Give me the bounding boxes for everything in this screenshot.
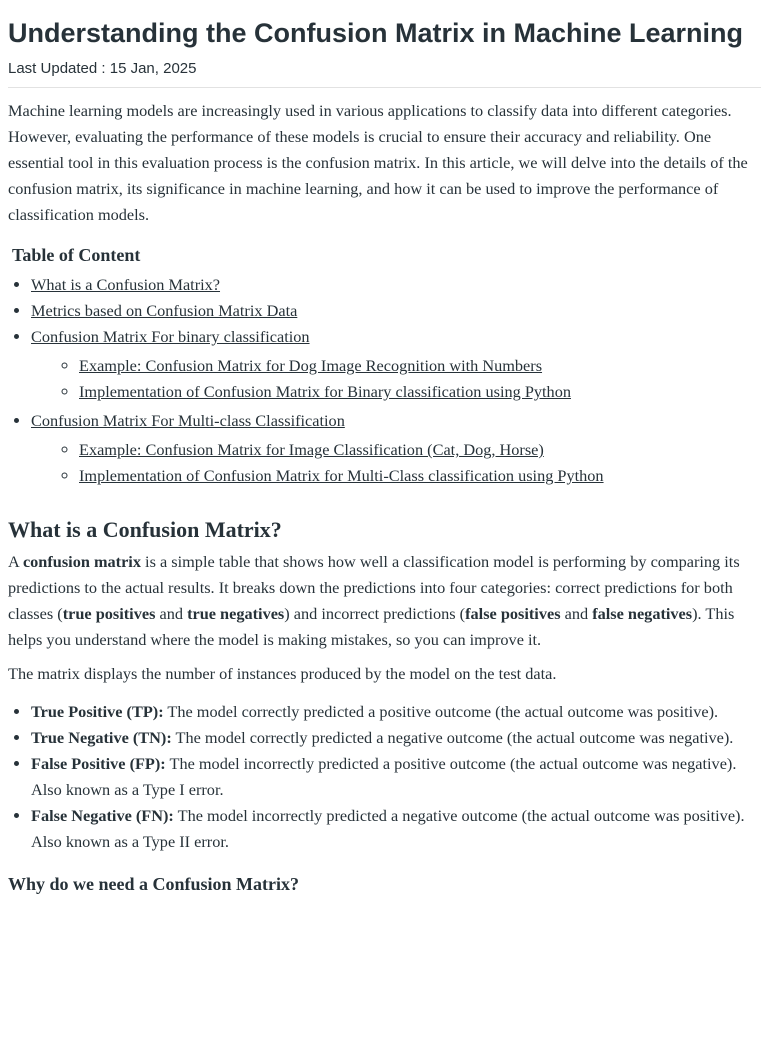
toc-subitem bbox=[79, 353, 761, 379]
toc-link-what-is[interactable]: What is a Confusion Matrix? bbox=[31, 275, 221, 294]
toc-item bbox=[31, 324, 761, 405]
definition-item-fp bbox=[31, 751, 761, 803]
definition-text: The model correctly predicted a positive outcome (the actual outcome was positive). bbox=[163, 702, 719, 721]
text-run: and bbox=[560, 604, 593, 623]
definition-term: False Negative (FN): bbox=[31, 806, 174, 825]
toc-title: Table of Content bbox=[12, 245, 141, 265]
text-run: and bbox=[155, 604, 188, 623]
definition-item-fn bbox=[31, 803, 761, 855]
definition-term: False Positive (FP): bbox=[31, 754, 166, 773]
bold-term: false negatives bbox=[592, 604, 693, 623]
toc-subitem bbox=[79, 463, 761, 489]
text-run: is a simple table that shows how well a classification model is performing by comparing its predictions to the actual results. It breaks down the predictions into four categories: correct predictions for both classes ( bbox=[8, 552, 740, 623]
bold-term: true negatives bbox=[187, 604, 285, 623]
toc-link-cat-dog-horse[interactable]: Example: Confusion Matrix for Image Classification (Cat, Dog, Horse) bbox=[79, 440, 544, 459]
definition-item-tp bbox=[31, 699, 761, 725]
toc-link-binary[interactable]: Confusion Matrix For binary classification bbox=[31, 327, 310, 346]
text-run: ) and incorrect predictions ( bbox=[284, 604, 466, 623]
definition-text: The model correctly predicted a negative outcome (the actual outcome was negative). bbox=[171, 728, 734, 747]
toc-item bbox=[31, 408, 761, 489]
last-updated: Last Updated : 15 Jan, 2025 bbox=[8, 60, 197, 77]
toc-sublist bbox=[31, 437, 761, 489]
bold-term: confusion matrix bbox=[22, 552, 141, 571]
article bbox=[0, 17, 768, 897]
bold-term: true positives bbox=[62, 604, 156, 623]
toc-link-dog-example[interactable]: Example: Confusion Matrix for Dog Image Recognition with Numbers bbox=[79, 356, 543, 375]
section-heading-what-is: What is a Confusion Matrix? bbox=[8, 517, 282, 542]
toc-link-binary-python[interactable]: Implementation of Confusion Matrix for Binary classification using Python bbox=[79, 382, 571, 401]
definition-text: The model incorrectly predicted a positive outcome (the actual outcome was negative). Also known as a Type I error. bbox=[31, 754, 737, 799]
text-run: ). This helps you understand where the model is making mistakes, so you can improve it. bbox=[8, 604, 735, 649]
table-of-contents bbox=[8, 272, 761, 489]
matrix-paragraph: The matrix displays the number of instances produced by the model on the test data. bbox=[8, 664, 557, 683]
definition-paragraph bbox=[8, 549, 761, 653]
definition-item-tn bbox=[31, 725, 761, 751]
bold-term: false positives bbox=[465, 604, 561, 623]
title-divider bbox=[8, 87, 761, 88]
intro-paragraph: Machine learning models are increasingly used in various applications to classify data into different categories. However, evaluating the performance of these models is crucial to ensure their accuracy and reliability. One essential tool in this evaluation process is the confusion matrix. In this article, we will delve into the details of the confusion matrix, its significance in machine learning, and how it can be used to improve the performance of classification models. bbox=[8, 101, 748, 224]
toc-subitem bbox=[79, 379, 761, 405]
outcome-definitions-list bbox=[8, 699, 761, 855]
toc-item bbox=[31, 298, 761, 324]
definition-term: True Positive (TP): bbox=[31, 702, 164, 721]
toc-sublist bbox=[31, 353, 761, 405]
definition-term: True Negative (TN): bbox=[31, 728, 172, 747]
toc-subitem bbox=[79, 437, 761, 463]
toc-link-multiclass-python[interactable]: Implementation of Confusion Matrix for Multi-Class classification using Python bbox=[79, 466, 604, 485]
toc-link-metrics[interactable]: Metrics based on Confusion Matrix Data bbox=[31, 301, 298, 320]
toc-item bbox=[31, 272, 761, 298]
text-run: A bbox=[8, 552, 23, 571]
section-heading-why-need: Why do we need a Confusion Matrix? bbox=[8, 874, 300, 894]
definition-text: The model incorrectly predicted a negative outcome (the actual outcome was positive). Also known as a Type II error. bbox=[31, 806, 745, 851]
page-title: Understanding the Confusion Matrix in Machine Learning bbox=[8, 18, 744, 48]
toc-link-multiclass[interactable]: Confusion Matrix For Multi-class Classification bbox=[31, 411, 345, 430]
